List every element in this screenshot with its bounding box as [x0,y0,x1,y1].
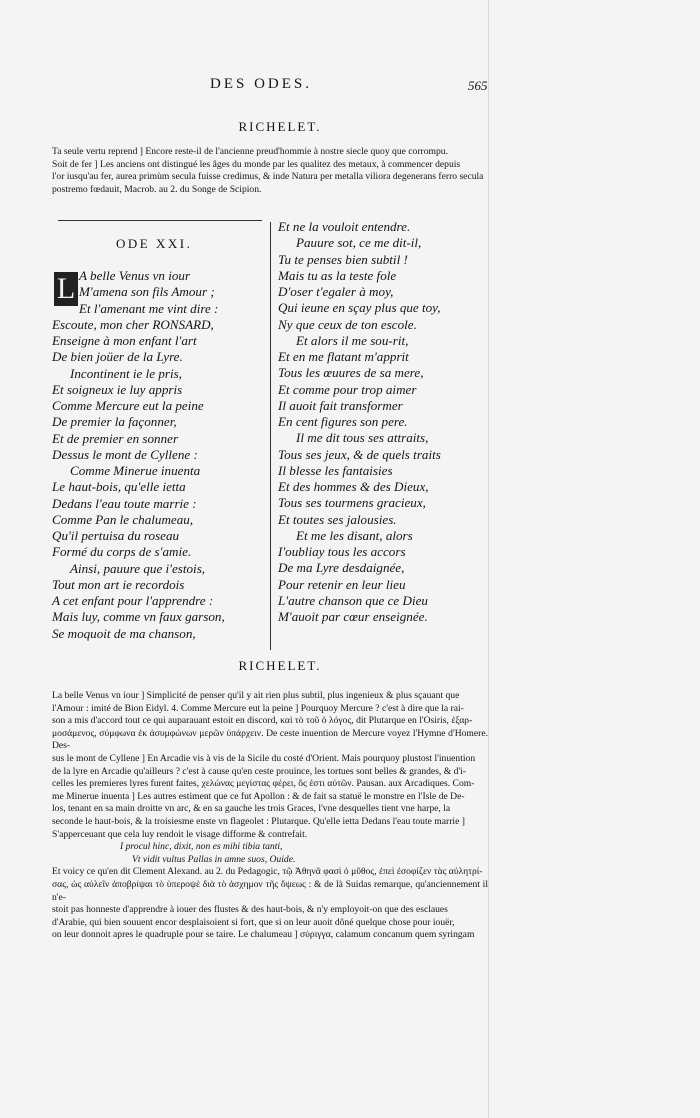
verse-line: Il blesse les fantaisies [278,462,393,478]
verse-line: Et l'amenant me vint dire : [79,300,219,316]
verse-line: M'amena son fils Amour ; [79,284,215,300]
commentary-line: celles les premieres lyres furent faites, χελώνας μεγίστας φέρει, ὅς ἐστι αὐτῶν. Pausan. aux Arcadiques. Com- [52,778,475,790]
page-edge [488,0,489,1118]
column-separator [270,222,271,650]
quotation-line: I procul hinc, dixit, non es mihi tibia tanti, [120,841,283,853]
verse-line: En cent figures son pere. [278,414,408,429]
verse-line: Dessus le mont de Cyllene : [52,446,198,462]
verse-line: Formé du corps de s'amie. [52,544,192,560]
verse-line: Tout mon art ie recordois [52,576,185,592]
commentary-line: me Minerue inuenta ] Les autres estiment que ce fut Apollon : & de fait sa statuë le monstre en l'Isle de De- [52,790,465,802]
verse-line: Qu'il pertuisa du roseau [52,528,180,543]
verse-line: I'oubliay tous les accors [278,544,406,559]
commentary-line: de la lyre en Arcadie qu'ailleurs ? c'est à cause qu'en ceste prouince, les tortues sont belles & grandes, & d'i- [52,765,466,777]
verse-line: Mais luy, comme vn faux garson, [52,609,225,625]
verse-line: M'auoit par cœur enseignée. [278,609,428,624]
commentary-line: l'or iusqu'au fer, aurea primùm secula fuisse credimus, & inde Natura per metalla viliora degenerans ferro secula [52,171,484,183]
commentary-line: σας, ὡς αὐλεῖν ἀποβρίψαι τὸ ὑπεροψὲ διὰ τὸ ἀσχημον τῆς ὄψεως : & de là Suidas remarque, qu'anciennement il n'e- [52,878,488,903]
verse-line: Et comme pour trop aimer [278,381,417,397]
verse-line: Pauure sot, ce me dit-il, [296,235,422,251]
verse-line: Tous ses tourmens gracieux, [278,495,426,511]
bottom-commentary-title: RICHELET. [238,658,322,673]
page-number: 565 [468,78,488,93]
commentary-line: l'Amour : imité de Bion Eidyl. 4. Comme Mercure eut la peine ] Pourquoy Mercure ? c'est à dire que la rai- [52,702,464,714]
section-rule [58,220,262,221]
verse-line: Et soigneux ie luy appris [52,381,183,397]
top-commentary [52,146,488,196]
quotation-line: Vt vidit vultus Pallas in amne suos, Ouide. [132,853,296,865]
verse-line: Pour retenir en leur lieu [278,576,406,592]
verse-line: Le haut-bois, qu'elle ietta [52,479,186,495]
verse-line: Comme Minerue inuenta [70,463,201,478]
running-head: DES ODES. [210,76,313,92]
commentary-line: postremo fœdauit, Macrob. au 2. du Songe de Scipion. [52,183,262,195]
verse-line: Et de premier en sonner [52,430,179,446]
verse-line: Incontinent ie le pris, [70,365,183,381]
commentary-line: Soit de fer ] Les anciens ont distingué les âges du monde par les qualitez des metaux, à commencer depuis [52,158,461,170]
verse-line: Tous ses jeux, & de quels traits [278,446,441,462]
verse-line: Et toutes ses jalousies. [278,511,397,527]
verse-line: A belle Venus vn iour [79,268,191,283]
commentary-line: son a mis d'accord tout ce qui auparauant estoit en discord, καὶ τὸ τοῦ ὁ λόγος, dit Plutarque en l'Osiris, ἐξαρ- [52,715,473,727]
commentary-line: S'apperceuant que cela luy rendoit le visage difforme & contrefait. [52,828,308,840]
verse-line: Ainsi, pauure que i'estois, [70,560,206,576]
verse-line: Et ne la vouloit entendre. [278,219,411,234]
verse-line: L'autre chanson que ce Dieu [278,592,428,608]
verse-line: Tu te penses bien subtil ! [278,251,408,267]
verse-line: Il me dit tous ses attraits, [296,430,429,446]
verse-line: Mais tu as la teste fole [278,267,397,283]
verse-line: De ma Lyre desdaignée, [278,560,405,576]
verse-line: Ny que ceux de ton escole. [278,316,417,332]
verse-line: Comme Mercure eut la peine [52,398,204,413]
verse-line: Se moquoit de ma chanson, [52,625,196,641]
verse-line: Enseigne à mon enfant l'art [52,333,197,348]
commentary-line: stoit pas honneste d'apprendre à iouer des flustes & des haut-bois, & n'y employoit-on que des esclaues [52,904,448,916]
poem-right-column [278,219,441,625]
verse-line: Tous les œuures de sa mere, [278,365,424,381]
verse-line: A cet enfant pour l'apprendre : [52,593,214,608]
commentary-line: sus le mont de Cyllene ] En Arcadie vis à vis de la Sicile du costé d'Orient. Mais pourquoy plustost l'inuention [52,752,476,764]
verse-line: Comme Pan le chalumeau, [52,511,194,527]
commentary-line: on leur donnoit apres le quadruple pour se taire. Le chalumeau ] σύριγγα, calamum concanum quem syringam [52,929,475,941]
verse-line: Il auoit fait transformer [278,397,403,413]
page-header [0,76,700,98]
drop-cap: L [54,272,78,306]
bottom-commentary [52,690,488,942]
poem-left-column [52,268,225,642]
ode-title: ODE XXI. [116,236,193,251]
verse-line: Et me les disant, alors [296,527,413,543]
commentary-line: La belle Venus vn iour ] Simplicité de penser qu'il y ait rien plus subtil, plus ingenieux & plus sçauant que [52,690,460,701]
commentary-line: μοσάμενος, σύμφωνα ἐκ ἀσυμφώνων μερῶν ὑπάρχειν. De ceste inuention de Mercure voyez l'Hymne d'Homere. Des- [52,727,488,752]
verse-line: De premier la façonner, [52,414,177,430]
commentary-line: Et voicy ce qu'en dit Clement Alexand. au 2. du Pedagogic, τῷ Ἀθηνᾶ φασὶ ὁ μῦθος, ἐπεὶ ἐσοφίζεν τὰς αὐλητρί- [52,866,483,878]
verse-line: Qui ieune en sçay plus que toy, [278,300,441,316]
commentary-line: d'Arabie, qui bien souuent encor desplaisoient si fort, que si on leur auoit dôné quelque chose pour iouër, [52,916,455,928]
verse-line: Dedans l'eau toute marrie : [52,495,197,511]
top-commentary-title: RICHELET. [238,119,322,134]
verse-line: De bien joüer de la Lyre. [52,349,183,365]
verse-line: Escoute, mon cher RONSARD, [52,316,214,332]
commentary-line: seconde le haut-bois, & la troisiesme enste vn flageolet : Plutarque. Qu'elle ietta Dedans l'eau toute marrie ] [52,815,465,827]
commentary-line: los, tenant en sa main droitte vn arc, & en sa gauche les trois Graces, l'vne desquelles tient vne harpe, la [52,803,451,815]
verse-line: Et alors il me sou-rit, [296,332,409,348]
commentary-line: Ta seule vertu reprend ] Encore reste-il de l'ancienne preud'hommie à nostre siecle quoy que corrompu. [52,146,448,157]
verse-line: Et en me flatant m'apprit [278,349,409,364]
verse-line: D'oser t'egaler à moy, [278,284,394,299]
verse-line: Et des hommes & des Dieux, [278,479,429,494]
